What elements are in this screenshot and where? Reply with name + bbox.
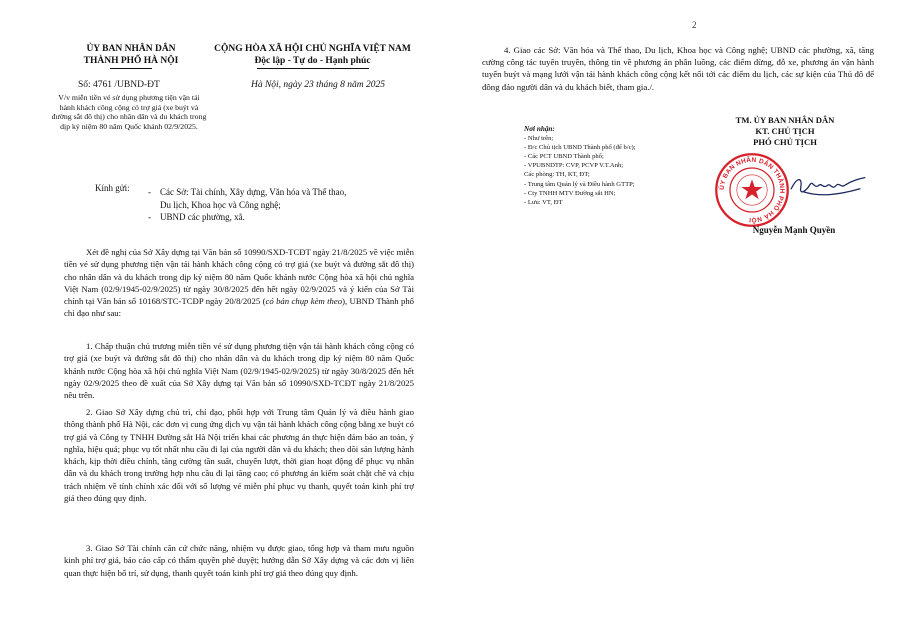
issuer-underline (110, 68, 152, 69)
signature-block (702, 115, 868, 149)
sign-authority-line: TM. ỦY BAN NHÂN DÂN (735, 115, 835, 125)
distribution-item: - Trung tâm Quản lý và Điều hành GTTP; (524, 180, 635, 188)
handwritten-signature-icon (788, 168, 868, 208)
sign-title-line: PHÓ CHỦ TỊCH (753, 137, 817, 148)
issuer-header (60, 44, 202, 69)
distribution-item: - Cty TNHH MTV Đường sắt HN; (524, 189, 616, 197)
sign-capacity-line: KT. CHỦ TỊCH (755, 126, 815, 137)
issuer-line-1: ỦY BAN NHÂN DÂN (86, 44, 176, 54)
signer-name: Nguyễn Mạnh Quyền (752, 225, 836, 235)
paragraph-4: 4. Giao các Sở: Văn hóa và Thể thao, Du lịch, Khoa học và Công nghệ; UBND các phường, xã, tăng cường công tác tuyên truyền, thông tin về phương án phân luồng, các điểm dừng, đỗ xe, phương án vận hành tuyến buýt và mạng lưới vận tải hành khách công cộng kết nối tới các điểm du lịch, các sự kiện của Thủ đô để đông đảo người dân và du khách biết, tham gia./. (482, 45, 874, 92)
document-number: Số: 4761 /UBND-ĐT (78, 80, 160, 90)
document-page-2 (458, 0, 907, 644)
distribution-item: Các phòng: TH, KT, ĐT; (524, 171, 590, 179)
page-number: 2 (692, 20, 697, 30)
distribution-item: - VPUBNDTP: CVP, PCVP V.T.Anh; (524, 162, 624, 170)
national-motto: Độc lập - Tự do - Hạnh phúc (254, 55, 371, 66)
distribution-item: - Các PCT UBND Thành phố; (524, 153, 604, 161)
issuer-line-2: THÀNH PHỐ HÀ NỘI (83, 55, 179, 66)
paragraph-3: 3. Giao Sở Tài chính căn cứ chức năng, nhiệm vụ được giao, tổng hợp và tham mưu nguồn kinh phí trợ giá, báo cáo cấp có thẩm quyền phê duyệt; hướng dẫn Sở Xây dựng và các đơn vị liên quan thực hiện bố trí, sử dụng, thanh quyết toán kinh phí trợ giá theo đúng quy định. (64, 543, 414, 578)
document-date: Hà Nội, ngày 23 tháng 8 năm 2025 (250, 80, 386, 90)
recipients-label: Kính gửi: (95, 183, 130, 193)
recipients-list (148, 186, 398, 224)
distribution-item: - Như trên; (524, 135, 554, 143)
document-subject: V/v miễn tiền vé sử dụng phương tiện vận tải hành khách công cộng có trợ giá (xe buýt và đường sắt đô thị) cho nhân dân và du khách trong dịp kỷ niệm 80 năm Quốc khánh 02/9/2025. (51, 93, 207, 131)
national-motto-header (190, 44, 435, 69)
distribution-title: Nơi nhận: (524, 125, 555, 133)
official-seal-icon (714, 152, 790, 228)
distribution-item: - Lưu: VT, ĐT (524, 198, 563, 206)
recipient-item: Du lịch, Khoa học và Công nghệ; (160, 199, 281, 210)
paragraph-2: 2. Giao Sở Xây dựng chủ trì, chỉ đạo, phối hợp với Trung tâm Quản lý và điều hành giao thông thành phố Hà Nội, các đơn vị cung ứng dịch vụ vận tải hành khách công cộng bằng xe buýt có trợ giá và Công ty TNHH Đường sắt Hà Nội triển khai các phương án thực hiện đảm bảo an toàn, ý nghĩa, hiệu quả; phục vụ tốt nhất nhu cầu đi lại của người dân và du khách; theo dõi sản lượng hành khách, kịp thời điều chỉnh, tăng cường tần suất, chuyến lượt, thời gian hoạt động để phục vụ nhân dân và du khách trong trường hợp nhu cầu đi lại tăng cao; có phương án kiểm soát chặt chẽ và chịu trách nhiệm về tính chính xác đối với số lượng vé miễn phí phục vụ thanh, quyết toán kinh phí trợ giá theo đúng quy định. (64, 407, 414, 503)
intro-paragraph: Xét đề nghị của Sở Xây dựng tại Văn bản số 10990/SXD-TCĐT ngày 21/8/2025 về việc miễn tiền vé sử dụng phương tiện vận tải hành khách công cộng có trợ giá (xe buýt và đường sắt đô thị) cho nhân dân và du khách trong dịp kỷ niệm 80 năm Quốc khánh nước Cộng hòa xã hội chủ nghĩa Việt Nam (02/9/1945-02/9/2025) từ ngày 30/8/2025 đến hết ngày 02/9/2025 và ý kiến của Sở Tài chính tại Văn bản số 10168/STC-TCĐP ngày 20/8/2025 (có bản chụp kèm theo), UBND Thành phố chỉ đạo như sau: (64, 247, 415, 319)
motto-underline (257, 68, 369, 69)
national-title: CỘNG HÒA XÃ HỘI CHỦ NGHĨA VIỆT NAM (214, 44, 411, 54)
recipient-item: - UBND các phường, xã. (148, 212, 245, 222)
recipient-item: - Các Sở: Tài chính, Xây dựng, Văn hóa và Thể thao, (148, 187, 347, 197)
distribution-item: - Đ/c Chủ tịch UBND Thành phố (để b/c); (524, 144, 636, 152)
seal-text: ỦY BAN NHÂN DÂN THÀNH PHỐ HÀ NỘI (718, 156, 786, 224)
paragraph-1: 1. Chấp thuận chủ trương miễn tiền vé sử dụng phương tiện vận tải hành khách công cộng có trợ giá (xe buýt và đường sắt đô thị) cho nhân dân và du khách trong dịp kỷ niệm 80 năm Quốc khánh nước Cộng hòa xã hội chủ nghĩa Việt Nam (02/9/1945-02/9/2025) từ ngày 30/8/2025 đến hết ngày 02/9/2025 theo đề xuất của Sở Xây dựng tại Văn bản số 10990/SXD-TCĐT ngày 21/8/2025 nêu trên. (64, 341, 414, 400)
